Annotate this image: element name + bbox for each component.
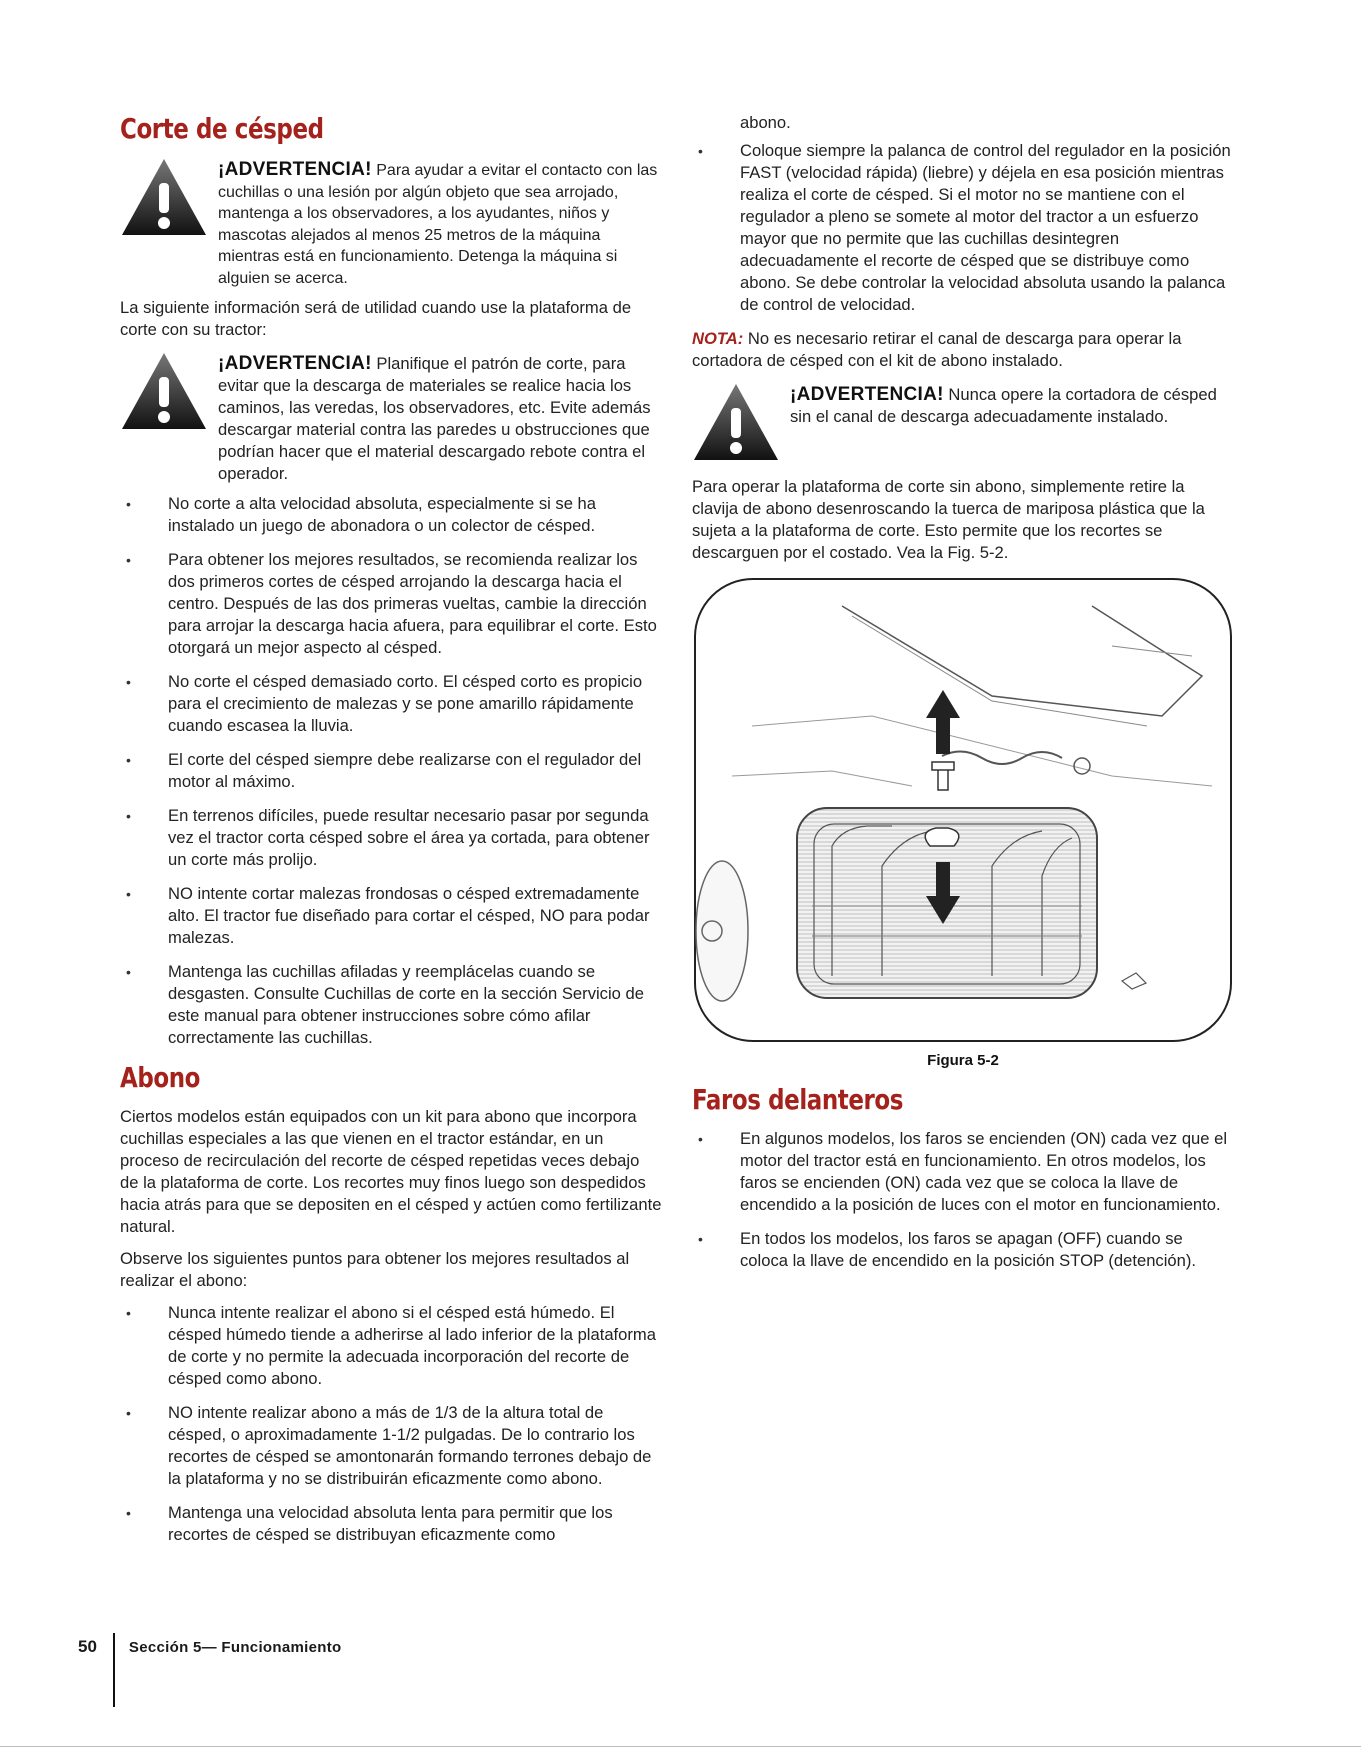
warning-triangle-icon <box>120 157 208 237</box>
page-footer <box>78 1633 341 1707</box>
list-item: • En todos los modelos, los faros se apagan (OFF) cuando se coloca la llave de encendido en la posición STOP (detención). <box>698 1229 1197 1270</box>
section-label: Sección 5— Funcionamiento <box>128 1639 342 1656</box>
list-item: • NO intente realizar abono a más de 1/3 de la altura total de césped, o aproximadamente 1-1/2 pulgadas. De lo contrario los recortes de césped se amontonarán formando terrones debajo de la plataforma y no se distribuirán eficazmente como abono. <box>126 1403 652 1488</box>
warning-text-2 <box>218 351 662 485</box>
warning-text-3 <box>790 382 1234 462</box>
list-item: • NO intente cortar malezas frondosas o césped extremadamente alto. El tractor fue diseñado para cortar el césped, NO para podar malezas. <box>126 884 650 947</box>
bottom-rule <box>0 1746 1361 1747</box>
list-item: • Mantenga las cuchillas afiladas y reemplácelas cuando se desgasten. Consulte Cuchillas de corte en la sección Servicio de este manual para obtener instrucciones sobre cómo afilar correctamente las cuchillas. <box>126 962 644 1047</box>
warning-label: ¡ADVERTENCIA! <box>218 159 372 180</box>
warning-block-1 <box>120 157 662 289</box>
abono-paragraph-1: Ciertos modelos están equipados con un kit para abono que incorpora cuchillas especiales a las que vienen en el tractor estándar, en un proceso de recirculación del recorte de césped repetidas veces debajo de la plataforma de corte. Los recortes muy finos luego son despedidos hacia atrás para que se depositen en el césped y actúen como fertilizante natural. <box>120 1107 662 1236</box>
figure-5-2 <box>692 576 1234 1044</box>
section-title-faros: Faros delanteros <box>692 1083 904 1116</box>
warning-body: Para ayudar a evitar el contacto con las cuchillas o una lesión por algún objeto que sea arrojado, mantenga a los observadores, a los ayudantes, niños y mascotas alejados al menos 25 metros de la máquina mientras está en funcionamiento. Detenga la máquina si alguien se acerca. <box>218 162 658 287</box>
intro-paragraph: La siguiente información será de utilidad cuando use la plataforma de corte con su tractor: <box>120 298 632 339</box>
abono-paragraph-2: Observe los siguientes puntos para obtener los mejores resultados al realizar el abono: <box>120 1249 630 1290</box>
warning-triangle-icon <box>120 351 208 431</box>
left-column <box>120 112 662 1558</box>
footer-divider <box>113 1633 115 1707</box>
continuation-text: abono. <box>740 113 791 132</box>
nota-label: NOTA: <box>692 329 744 348</box>
list-item: • No corte el césped demasiado corto. El césped corto es propicio para el crecimiento de malezas y se pone amarillo rápidamente cuando escasea la lluvia. <box>126 672 643 735</box>
page-number: 50 <box>78 1637 97 1656</box>
section-title-abono: Abono <box>120 1061 201 1094</box>
right-column <box>692 112 1234 1284</box>
warning-body: Nunca opere la cortadora de césped sin el canal de descarga adecuadamente instalado. <box>790 385 1217 426</box>
section-title-corte: Corte de césped <box>120 112 324 145</box>
warning-block-3 <box>692 382 1234 462</box>
throttle-bullet-list <box>692 140 1234 316</box>
figure-caption: Figura 5-2 <box>927 1052 999 1069</box>
list-item: • En algunos modelos, los faros se encienden (ON) cada vez que el motor del tractor está en funcionamiento. En otros modelos, los faros se encienden (ON) cada vez que se coloca la llave de encendido a la posición de luces con el motor en funcionamiento. <box>698 1129 1228 1214</box>
list-item: • En terrenos difíciles, puede resultar necesario pasar por segunda vez el tractor corta césped sobre el área ya cortada, para obtener un corte más prolijo. <box>126 806 650 869</box>
plataforma-paragraph: Para operar la plataforma de corte sin abono, simplemente retire la clavija de abono desenroscando la tuerca de mariposa plástica que la sujeta a la plataforma de corte. Esto permite que los recortes se descarguen por el costado. Vea la Fig. 5-2. <box>692 477 1205 562</box>
list-item: • Mantenga una velocidad absoluta lenta para permitir que los recortes de césped se distribuyan eficazmente como <box>126 1503 613 1544</box>
list-item: • No corte a alta velocidad absoluta, especialmente si se ha instalado un juego de abonadora o un colector de césped. <box>126 494 597 535</box>
mulch-plug-illustration <box>692 576 1234 1044</box>
warning-body: Planifique el patrón de corte, para evitar que la descarga de materiales se realice hacia los caminos, las veredas, los observadores, etc. Evite además descargar material contra las paredes u obstrucciones que podrían hacer que el material descargado rebote contra el operador. <box>218 354 651 483</box>
list-item: • Para obtener los mejores resultados, se recomienda realizar los dos primeros cortes de césped arrojando la descarga hacia el centro. Después de las dos primeras vueltas, cambie la dirección para arrojar la descarga hacia afuera, para equilibrar el corte. Esto otorgará un mejor aspecto al césped. <box>126 550 657 657</box>
list-item: • El corte del césped siempre debe realizarse con el regulador del motor al máximo. <box>126 750 642 791</box>
warning-label: ¡ADVERTENCIA! <box>218 353 372 374</box>
warning-label: ¡ADVERTENCIA! <box>790 384 944 405</box>
warning-block-2 <box>120 351 662 485</box>
abono-bullet-list <box>120 1302 662 1546</box>
nota-paragraph: NOTA: No es necesario retirar el canal de descarga para operar la cortadora de césped con el kit de abono instalado. <box>692 329 1182 370</box>
list-item: • Coloque siempre la palanca de control del regulador en la posición FAST (velocidad rápida) (liebre) y déjela en esa posición mientras realiza el corte de césped. Si el motor no se mantiene con el regulador a pleno se somete al motor del tractor a un esfuerzo mayor que no permite que las cuchillas desintegren adecuadamente el recorte de césped que se distribuye como abono. Se debe controlar la velocidad absoluta usando la palanca de control de velocidad. <box>698 141 1231 314</box>
warning-text-1 <box>218 157 662 289</box>
corte-bullet-list <box>120 493 662 1049</box>
list-item: • Nunca intente realizar el abono si el césped está húmedo. El césped húmedo tiende a adherirse al lado inferior de la plataforma de corte y no permite la adecuada incorporación del recorte de césped como abono. <box>126 1303 656 1388</box>
faros-bullet-list <box>692 1128 1234 1272</box>
warning-triangle-icon <box>692 382 780 462</box>
